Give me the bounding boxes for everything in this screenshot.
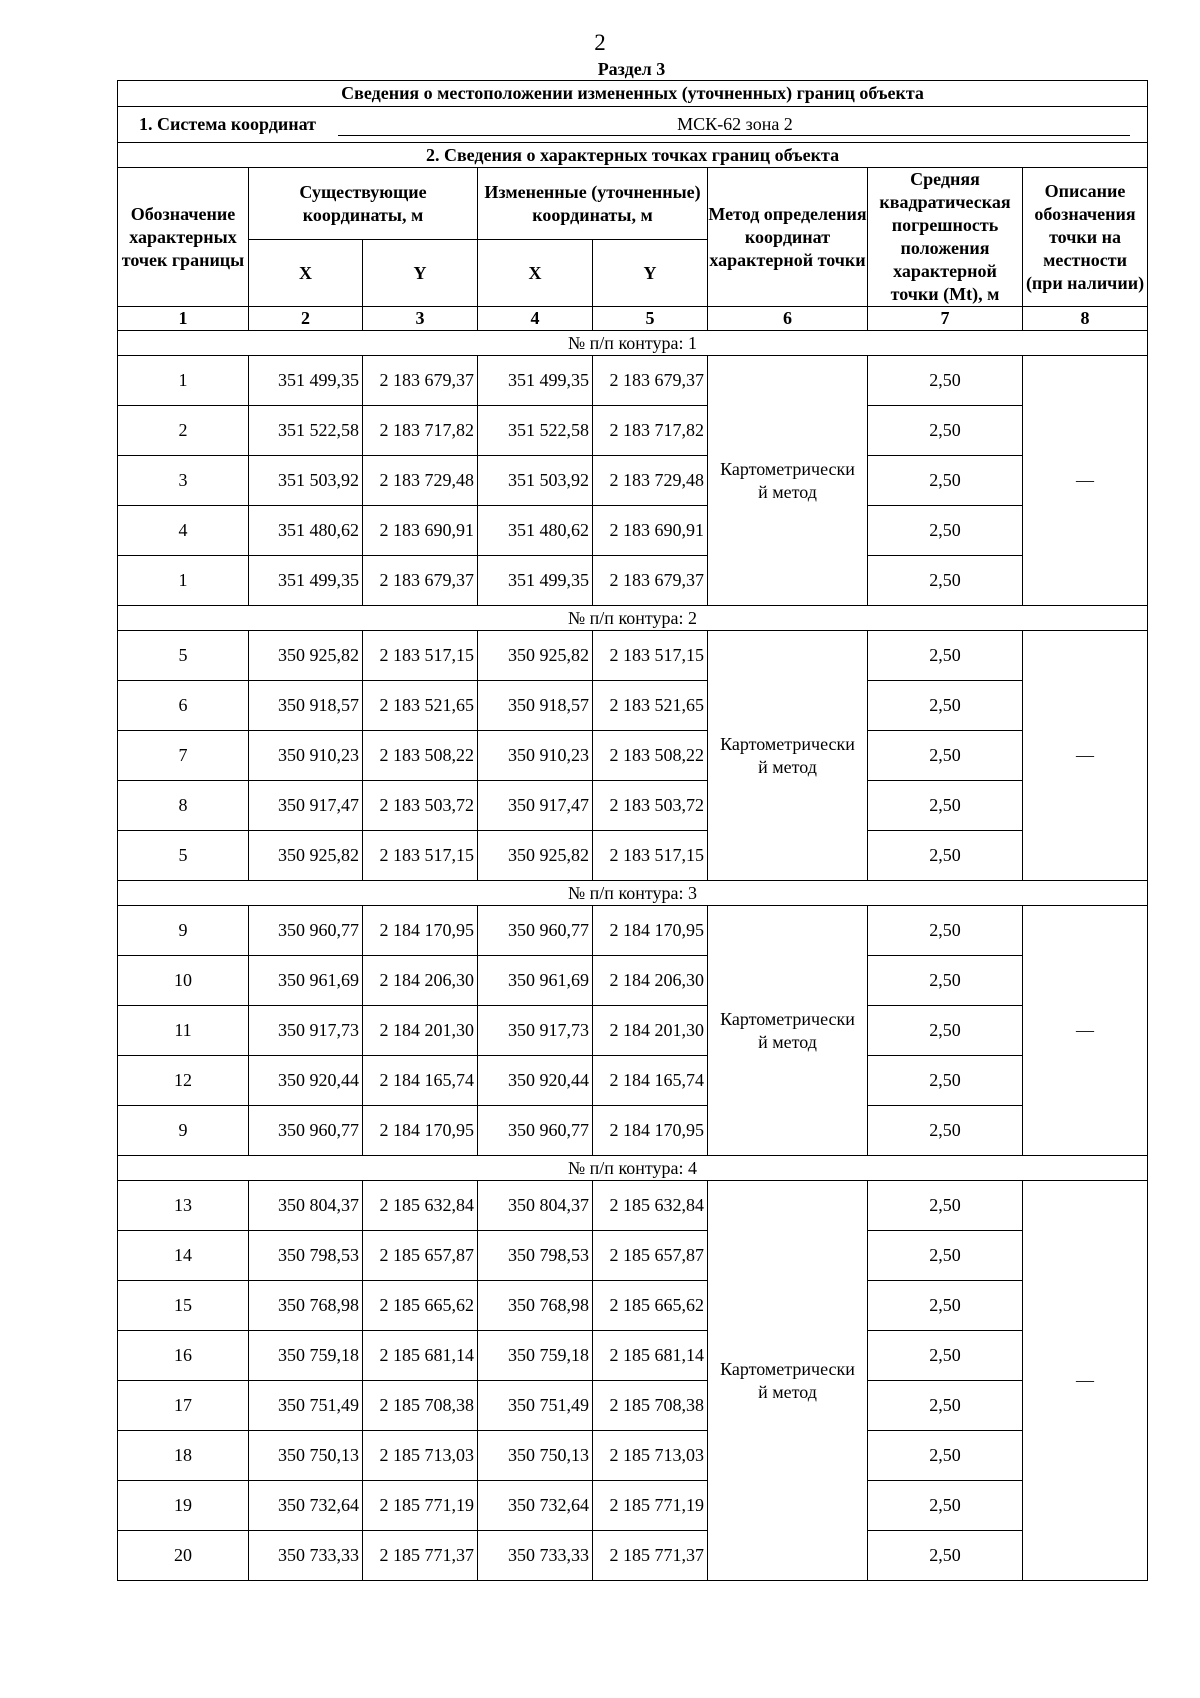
column-number: 4 — [478, 307, 593, 331]
changed-y: 2 185 632,84 — [593, 1181, 708, 1231]
method-line: й метод — [758, 481, 817, 502]
header-existing: Существующие координаты, м — [249, 168, 478, 240]
changed-y: 2 183 679,37 — [593, 356, 708, 406]
changed-x: 350 798,53 — [478, 1231, 593, 1281]
changed-x: 350 960,77 — [478, 906, 593, 956]
point-number: 12 — [118, 1056, 249, 1106]
point-number: 13 — [118, 1181, 249, 1231]
changed-y: 2 183 517,15 — [593, 831, 708, 881]
changed-x: 350 918,57 — [478, 681, 593, 731]
subsection-title: 2. Сведения о характерных точках границ объекта — [118, 143, 1148, 168]
column-number: 8 — [1023, 307, 1148, 331]
existing-y: 2 185 681,14 — [363, 1331, 478, 1381]
method-line: й метод — [758, 1381, 817, 1402]
column-number: 2 — [249, 307, 363, 331]
existing-y: 2 183 508,22 — [363, 731, 478, 781]
table-row — [118, 1181, 1148, 1231]
column-number: 6 — [708, 307, 868, 331]
point-number: 5 — [118, 631, 249, 681]
table-row — [118, 1006, 1148, 1056]
existing-y: 2 185 771,19 — [363, 1481, 478, 1531]
changed-y: 2 183 503,72 — [593, 781, 708, 831]
changed-y: 2 183 690,91 — [593, 506, 708, 556]
existing-y: 2 185 771,37 — [363, 1531, 478, 1581]
changed-x: 350 751,49 — [478, 1381, 593, 1431]
changed-x: 351 499,35 — [478, 556, 593, 606]
point-number: 8 — [118, 781, 249, 831]
existing-x: 351 499,35 — [249, 356, 363, 406]
point-number: 9 — [118, 1106, 249, 1156]
error-value: 2,50 — [868, 456, 1023, 506]
existing-y: 2 183 503,72 — [363, 781, 478, 831]
table-row — [118, 556, 1148, 606]
changed-y: 2 185 681,14 — [593, 1331, 708, 1381]
error-value: 2,50 — [868, 631, 1023, 681]
table-title: Сведения о местоположении измененных (уточненных) границ объекта — [118, 81, 1148, 107]
error-value: 2,50 — [868, 1181, 1023, 1231]
changed-x: 351 503,92 — [478, 456, 593, 506]
point-number: 20 — [118, 1531, 249, 1581]
table-row — [118, 1231, 1148, 1281]
table-row — [118, 906, 1148, 956]
existing-x: 350 961,69 — [249, 956, 363, 1006]
changed-y: 2 184 170,95 — [593, 906, 708, 956]
changed-y: 2 185 665,62 — [593, 1281, 708, 1331]
method-cell — [708, 631, 868, 881]
table-row — [118, 356, 1148, 406]
existing-x: 350 917,47 — [249, 781, 363, 831]
existing-x: 350 733,33 — [249, 1531, 363, 1581]
contour-row — [118, 881, 1148, 906]
method-line: Картометрически — [720, 458, 855, 479]
header-error: Средняя квадратическая погрешность положения характерной точки (Mt), м — [868, 168, 1023, 307]
point-number: 19 — [118, 1481, 249, 1531]
changed-x: 351 499,35 — [478, 356, 593, 406]
coordinate-system-value: МСК-62 зона 2 — [338, 113, 1130, 136]
header-method: Метод определения координат характерной точки — [708, 168, 868, 307]
existing-x: 350 910,23 — [249, 731, 363, 781]
header-description: Описание обозначения точки на местности (при наличии) — [1023, 168, 1148, 307]
point-number: 3 — [118, 456, 249, 506]
existing-y: 2 185 713,03 — [363, 1431, 478, 1481]
table-row — [118, 1531, 1148, 1581]
existing-y: 2 184 201,30 — [363, 1006, 478, 1056]
method-cell — [708, 1181, 868, 1581]
error-value: 2,50 — [868, 1481, 1023, 1531]
existing-y: 2 185 665,62 — [363, 1281, 478, 1331]
existing-x: 351 503,92 — [249, 456, 363, 506]
changed-x: 350 960,77 — [478, 1106, 593, 1156]
method-cell — [708, 906, 868, 1156]
method-line: й метод — [758, 1031, 817, 1052]
changed-x: 351 522,58 — [478, 406, 593, 456]
changed-y: 2 185 713,03 — [593, 1431, 708, 1481]
error-value: 2,50 — [868, 1056, 1023, 1106]
changed-y: 2 183 517,15 — [593, 631, 708, 681]
error-value: 2,50 — [868, 356, 1023, 406]
contour-label: № п/п контура: 3 — [118, 881, 1148, 906]
section-title: Раздел 3 — [597, 59, 666, 79]
table-row — [118, 1281, 1148, 1331]
existing-y: 2 184 170,95 — [363, 1106, 478, 1156]
existing-y: 2 183 690,91 — [363, 506, 478, 556]
changed-y: 2 184 206,30 — [593, 956, 708, 1006]
header-changed: Измененные (уточненные) координаты, м — [478, 168, 708, 240]
table-row — [118, 1381, 1148, 1431]
header-changed-y: Y — [593, 240, 708, 307]
point-number: 1 — [118, 556, 249, 606]
method-line: Картометрически — [720, 1358, 855, 1379]
point-number: 7 — [118, 731, 249, 781]
method-line: й метод — [758, 756, 817, 777]
changed-x: 350 732,64 — [478, 1481, 593, 1531]
changed-x: 350 925,82 — [478, 631, 593, 681]
description-dash: — — [1023, 906, 1148, 1156]
contour-label: № п/п контура: 2 — [118, 606, 1148, 631]
changed-x: 350 750,13 — [478, 1431, 593, 1481]
existing-y: 2 183 679,37 — [363, 356, 478, 406]
changed-y: 2 184 170,95 — [593, 1106, 708, 1156]
table-row — [118, 1431, 1148, 1481]
point-number: 16 — [118, 1331, 249, 1381]
changed-y: 2 183 508,22 — [593, 731, 708, 781]
table-row — [118, 681, 1148, 731]
error-value: 2,50 — [868, 406, 1023, 456]
column-number: 3 — [363, 307, 478, 331]
column-number: 1 — [118, 307, 249, 331]
existing-x: 350 768,98 — [249, 1281, 363, 1331]
changed-x: 350 961,69 — [478, 956, 593, 1006]
point-number: 18 — [118, 1431, 249, 1481]
header-changed-x: X — [478, 240, 593, 307]
point-number: 15 — [118, 1281, 249, 1331]
point-number: 1 — [118, 356, 249, 406]
point-number: 4 — [118, 506, 249, 556]
existing-x: 351 480,62 — [249, 506, 363, 556]
changed-y: 2 185 657,87 — [593, 1231, 708, 1281]
changed-x: 350 920,44 — [478, 1056, 593, 1106]
point-number: 11 — [118, 1006, 249, 1056]
contour-row — [118, 331, 1148, 356]
error-value: 2,50 — [868, 906, 1023, 956]
error-value: 2,50 — [868, 956, 1023, 1006]
error-value: 2,50 — [868, 1381, 1023, 1431]
existing-x: 350 751,49 — [249, 1381, 363, 1431]
existing-x: 350 732,64 — [249, 1481, 363, 1531]
table-row — [118, 956, 1148, 1006]
page-number: 2 — [594, 30, 606, 55]
header-point: Обозначение характерных точек границы — [118, 168, 249, 307]
changed-y: 2 184 165,74 — [593, 1056, 708, 1106]
existing-x: 351 522,58 — [249, 406, 363, 456]
method-line: Картометрически — [720, 733, 855, 754]
existing-x: 350 925,82 — [249, 831, 363, 881]
existing-x: 351 499,35 — [249, 556, 363, 606]
existing-y: 2 184 206,30 — [363, 956, 478, 1006]
error-value: 2,50 — [868, 556, 1023, 606]
changed-x: 350 917,73 — [478, 1006, 593, 1056]
description-dash: — — [1023, 356, 1148, 606]
point-number: 14 — [118, 1231, 249, 1281]
description-dash: — — [1023, 1181, 1148, 1581]
changed-x: 351 480,62 — [478, 506, 593, 556]
existing-x: 350 925,82 — [249, 631, 363, 681]
table-row — [118, 781, 1148, 831]
table-row — [118, 1056, 1148, 1106]
changed-x: 350 733,33 — [478, 1531, 593, 1581]
error-value: 2,50 — [868, 1431, 1023, 1481]
error-value: 2,50 — [868, 781, 1023, 831]
table-row — [118, 1106, 1148, 1156]
point-number: 17 — [118, 1381, 249, 1431]
table-row — [118, 456, 1148, 506]
existing-y: 2 184 170,95 — [363, 906, 478, 956]
table-row — [118, 1331, 1148, 1381]
table-row — [118, 506, 1148, 556]
point-number: 2 — [118, 406, 249, 456]
changed-y: 2 183 729,48 — [593, 456, 708, 506]
table-row — [118, 831, 1148, 881]
error-value: 2,50 — [868, 1331, 1023, 1381]
existing-y: 2 183 729,48 — [363, 456, 478, 506]
error-value: 2,50 — [868, 1006, 1023, 1056]
existing-y: 2 185 708,38 — [363, 1381, 478, 1431]
existing-y: 2 184 165,74 — [363, 1056, 478, 1106]
changed-x: 350 768,98 — [478, 1281, 593, 1331]
error-value: 2,50 — [868, 1106, 1023, 1156]
error-value: 2,50 — [868, 1231, 1023, 1281]
existing-x: 350 960,77 — [249, 1106, 363, 1156]
contour-label: № п/п контура: 4 — [118, 1156, 1148, 1181]
existing-y: 2 185 657,87 — [363, 1231, 478, 1281]
changed-y: 2 183 717,82 — [593, 406, 708, 456]
error-value: 2,50 — [868, 1281, 1023, 1331]
changed-y: 2 185 708,38 — [593, 1381, 708, 1431]
existing-y: 2 183 717,82 — [363, 406, 478, 456]
existing-y: 2 183 517,15 — [363, 631, 478, 681]
existing-y: 2 183 517,15 — [363, 831, 478, 881]
description-dash: — — [1023, 631, 1148, 881]
error-value: 2,50 — [868, 831, 1023, 881]
changed-y: 2 185 771,19 — [593, 1481, 708, 1531]
changed-x: 350 910,23 — [478, 731, 593, 781]
method-line: Картометрически — [720, 1008, 855, 1029]
column-number: 7 — [868, 307, 1023, 331]
existing-x: 350 750,13 — [249, 1431, 363, 1481]
existing-y: 2 185 632,84 — [363, 1181, 478, 1231]
table-row — [118, 406, 1148, 456]
point-number: 6 — [118, 681, 249, 731]
changed-x: 350 804,37 — [478, 1181, 593, 1231]
changed-x: 350 917,47 — [478, 781, 593, 831]
error-value: 2,50 — [868, 681, 1023, 731]
column-number: 5 — [593, 307, 708, 331]
changed-y: 2 185 771,37 — [593, 1531, 708, 1581]
contour-row — [118, 1156, 1148, 1181]
changed-y: 2 183 521,65 — [593, 681, 708, 731]
method-cell — [708, 356, 868, 606]
point-number: 10 — [118, 956, 249, 1006]
existing-x: 350 920,44 — [249, 1056, 363, 1106]
existing-y: 2 183 679,37 — [363, 556, 478, 606]
existing-x: 350 918,57 — [249, 681, 363, 731]
header-existing-x: X — [249, 240, 363, 307]
point-number: 5 — [118, 831, 249, 881]
existing-x: 350 917,73 — [249, 1006, 363, 1056]
error-value: 2,50 — [868, 506, 1023, 556]
changed-y: 2 184 201,30 — [593, 1006, 708, 1056]
error-value: 2,50 — [868, 731, 1023, 781]
boundary-points-table — [117, 80, 1148, 1581]
coordinate-system-row — [118, 107, 1148, 143]
table-row — [118, 1481, 1148, 1531]
existing-x: 350 804,37 — [249, 1181, 363, 1231]
existing-x: 350 759,18 — [249, 1331, 363, 1381]
point-number: 9 — [118, 906, 249, 956]
contour-label: № п/п контура: 1 — [118, 331, 1148, 356]
contour-row — [118, 606, 1148, 631]
existing-x: 350 960,77 — [249, 906, 363, 956]
changed-x: 350 925,82 — [478, 831, 593, 881]
header-existing-y: Y — [363, 240, 478, 307]
changed-x: 350 759,18 — [478, 1331, 593, 1381]
table-row — [118, 731, 1148, 781]
error-value: 2,50 — [868, 1531, 1023, 1581]
changed-y: 2 183 679,37 — [593, 556, 708, 606]
coordinate-system-label: 1. Система координат — [139, 114, 316, 134]
existing-x: 350 798,53 — [249, 1231, 363, 1281]
existing-y: 2 183 521,65 — [363, 681, 478, 731]
table-row — [118, 631, 1148, 681]
